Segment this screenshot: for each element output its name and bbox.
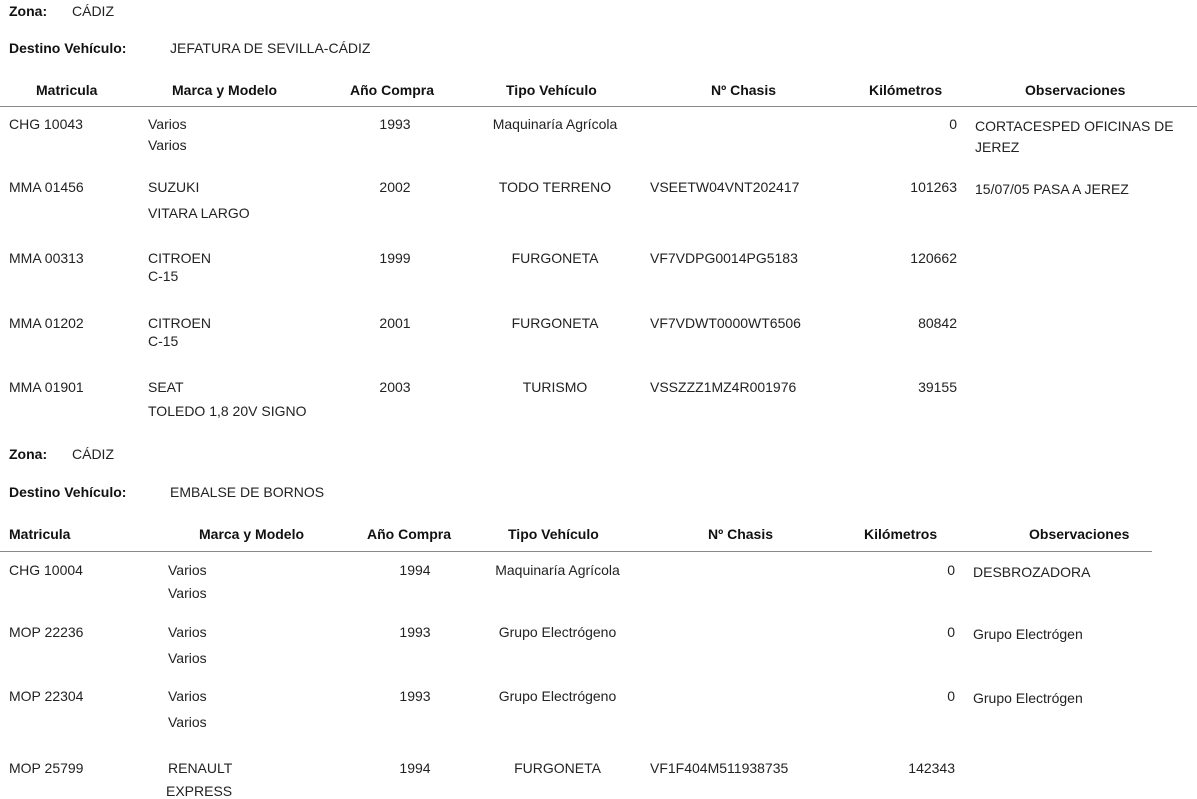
chasis-cell: VF1F404M511938735 <box>650 760 789 776</box>
tipo-cell: Grupo Electrógeno <box>498 624 617 640</box>
marca-cell: Varios <box>168 688 207 704</box>
chasis-cell: VSEETW04VNT202417 <box>650 179 800 195</box>
zona-value: CÁDIZ <box>72 446 114 462</box>
marca-cell: RENAULT <box>168 760 233 776</box>
tipo-cell: Maquinaría Agrícola <box>495 562 620 578</box>
obs-cell: CORTACESPED OFICINAS DE JEREZ <box>975 118 1174 155</box>
zona-label: Zona: <box>9 3 48 19</box>
obs-cell: Grupo Electrógen <box>973 690 1083 706</box>
col-header-matricula: Matricula <box>36 82 98 98</box>
destino-label: Destino Vehículo: <box>9 40 127 56</box>
km-cell: 0 <box>947 562 955 578</box>
modelo-cell: Varios <box>168 714 207 730</box>
col-header-anio-compra: Año Compra <box>350 82 434 98</box>
matricula-cell: CHG 10043 <box>9 116 83 132</box>
anio-cell: 1993 <box>399 688 431 704</box>
matricula-cell: MOP 22236 <box>9 624 84 640</box>
marca-cell: Varios <box>148 116 187 132</box>
tipo-cell: FURGONETA <box>511 315 599 331</box>
col-header-observaciones: Observaciones <box>1029 526 1130 542</box>
modelo-cell: VITARA LARGO <box>148 205 250 221</box>
km-cell: 101263 <box>910 179 957 195</box>
marca-cell: SUZUKI <box>148 179 200 195</box>
zona-label: Zona: <box>9 446 48 462</box>
obs-cell: Grupo Electrógen <box>973 626 1083 642</box>
km-cell: 142343 <box>908 760 955 776</box>
col-header-chasis: Nº Chasis <box>708 526 774 542</box>
tipo-cell: FURGONETA <box>514 760 601 776</box>
anio-cell: 1993 <box>399 624 431 640</box>
tipo-cell: Grupo Electrógeno <box>498 688 617 704</box>
matricula-cell: MOP 25799 <box>9 760 84 776</box>
anio-cell: 2003 <box>379 379 411 395</box>
km-cell: 39155 <box>918 379 957 395</box>
marca-cell: Varios <box>168 624 207 640</box>
km-cell: 0 <box>947 688 955 704</box>
modelo-cell: TOLEDO 1,8 20V SIGNO <box>148 403 307 419</box>
anio-cell: 1994 <box>399 760 431 776</box>
modelo-cell: Varios <box>148 137 187 153</box>
anio-cell: 1993 <box>379 116 411 132</box>
tipo-cell: Maquinaría Agrícola <box>492 116 618 132</box>
tipo-cell: TODO TERRENO <box>498 179 612 195</box>
header-rule <box>0 106 1197 107</box>
obs-cell: DESBROZADORA <box>973 564 1091 580</box>
destino-value: JEFATURA DE SEVILLA-CÁDIZ <box>170 40 371 56</box>
modelo-cell: C-15 <box>148 268 179 284</box>
km-cell: 0 <box>949 116 957 132</box>
matricula-cell: MMA 01901 <box>9 379 84 395</box>
chasis-cell: VF7VDPG0014PG5183 <box>650 250 798 266</box>
anio-cell: 2002 <box>379 179 411 195</box>
matricula-cell: MMA 01456 <box>9 179 84 195</box>
col-header-matricula: Matricula <box>9 526 71 542</box>
anio-cell: 2001 <box>379 315 411 331</box>
anio-cell: 1994 <box>399 562 431 578</box>
marca-cell: CITROEN <box>148 315 211 331</box>
col-header-marca-modelo: Marca y Modelo <box>172 82 278 98</box>
matricula-cell: CHG 10004 <box>9 562 83 578</box>
tipo-cell: TURISMO <box>522 379 588 395</box>
matricula-cell: MMA 01202 <box>9 315 84 331</box>
marca-cell: Varios <box>168 562 207 578</box>
marca-cell: SEAT <box>148 379 184 395</box>
col-header-kilometros: Kilómetros <box>864 526 938 542</box>
tipo-cell: FURGONETA <box>511 250 599 266</box>
destino-value: EMBALSE DE BORNOS <box>170 484 325 500</box>
header-rule <box>0 551 1152 552</box>
col-header-anio-compra: Año Compra <box>367 526 451 542</box>
matricula-cell: MMA 00313 <box>9 250 84 266</box>
col-header-observaciones: Observaciones <box>1025 82 1126 98</box>
modelo-cell: Varios <box>168 650 207 666</box>
km-cell: 80842 <box>918 315 957 331</box>
col-header-kilometros: Kilómetros <box>869 82 943 98</box>
marca-cell: CITROEN <box>148 250 211 266</box>
obs-cell: 15/07/05 PASA A JEREZ <box>975 181 1129 197</box>
modelo-cell: EXPRESS <box>166 783 233 799</box>
modelo-cell: Varios <box>168 585 207 601</box>
km-cell: 0 <box>947 624 955 640</box>
col-header-tipo-vehiculo: Tipo Vehículo <box>508 526 599 542</box>
col-header-chasis: Nº Chasis <box>711 82 777 98</box>
modelo-cell: C-15 <box>148 333 179 349</box>
chasis-cell: VF7VDWT0000WT6506 <box>650 315 801 331</box>
col-header-tipo-vehiculo: Tipo Vehículo <box>506 82 597 98</box>
km-cell: 120662 <box>910 250 957 266</box>
col-header-marca-modelo: Marca y Modelo <box>199 526 305 542</box>
chasis-cell: VSSZZZ1MZ4R001976 <box>650 379 797 395</box>
anio-cell: 1999 <box>379 250 411 266</box>
zona-value: CÁDIZ <box>72 3 114 19</box>
destino-label: Destino Vehículo: <box>9 484 127 500</box>
matricula-cell: MOP 22304 <box>9 688 84 704</box>
